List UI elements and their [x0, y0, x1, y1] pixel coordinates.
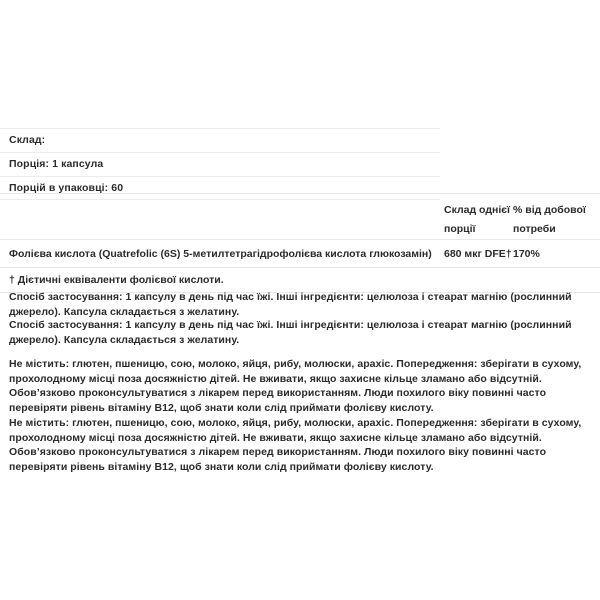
summary-row-serving-size: Порція: 1 капсула	[0, 152, 600, 176]
summary-row-composition: Склад:	[0, 128, 600, 152]
nutrient-name: Фолієва кислота (Quatrefolic (6S) 5-метилтетрагідрофолієва кислота глюкозамін)	[9, 248, 432, 260]
table-footnote-text: † Дієтичні еквіваленти фолієвої кислоти.	[9, 274, 224, 286]
usage-paragraph-second: Спосіб застосування: 1 капсулу в день під час їжі. Інші інгредієнти: целюлоза і стеарат магнію (рослинний джерело). Капсула складається з желатину.	[9, 319, 572, 346]
column-header-percent-daily-value: % від добової потреби	[513, 204, 586, 235]
usage-paragraph-first: Спосіб застосування: 1 капсулу в день під час їжі. Інші інгредієнти: целюлоза і стеарат магнію (рослинний джерело). Капсула складається з желатину.	[9, 291, 572, 318]
warning-paragraph-first: Не містить: глютен, пшеницю, сою, молоко, яйця, рибу, молюски, арахіс. Попередження: зберігати в сухому, прохолодному місці поза досяжністю дітей. Не вживати, якщо захисне кільце зламано або відсутній. Обов’язково проконсультуватися з лікарем перед використанням. Люди похилого віку повинні часто перевіряти рівень вітаміну B12, щоб знати коли слід приймати фолієву кислоту.	[9, 358, 582, 414]
warning-paragraph-second: Не містить: глютен, пшеницю, сою, молоко, яйця, рибу, молюски, арахіс. Попередження: зберігати в сухому, прохолодному місці поза досяжністю дітей. Не вживати, якщо захисне кільце зламано або відсутній. Обов’язково проконсультуватися з лікарем перед використанням. Люди похилого віку повинні часто перевіряти рівень вітаміну B12, щоб знати коли слід приймати фолієву кислоту.	[9, 417, 582, 473]
table-row	[0, 240, 600, 268]
summary-row-servings-per-container: Порцій в упаковці: 60	[0, 176, 600, 200]
nutrient-daily-value: 170%	[513, 248, 540, 260]
column-header-amount-per-serving: Склад однієї порції	[444, 204, 511, 235]
nutrient-amount: 680 мкг DFE†	[444, 248, 512, 260]
nutrient-table-header	[0, 193, 600, 240]
